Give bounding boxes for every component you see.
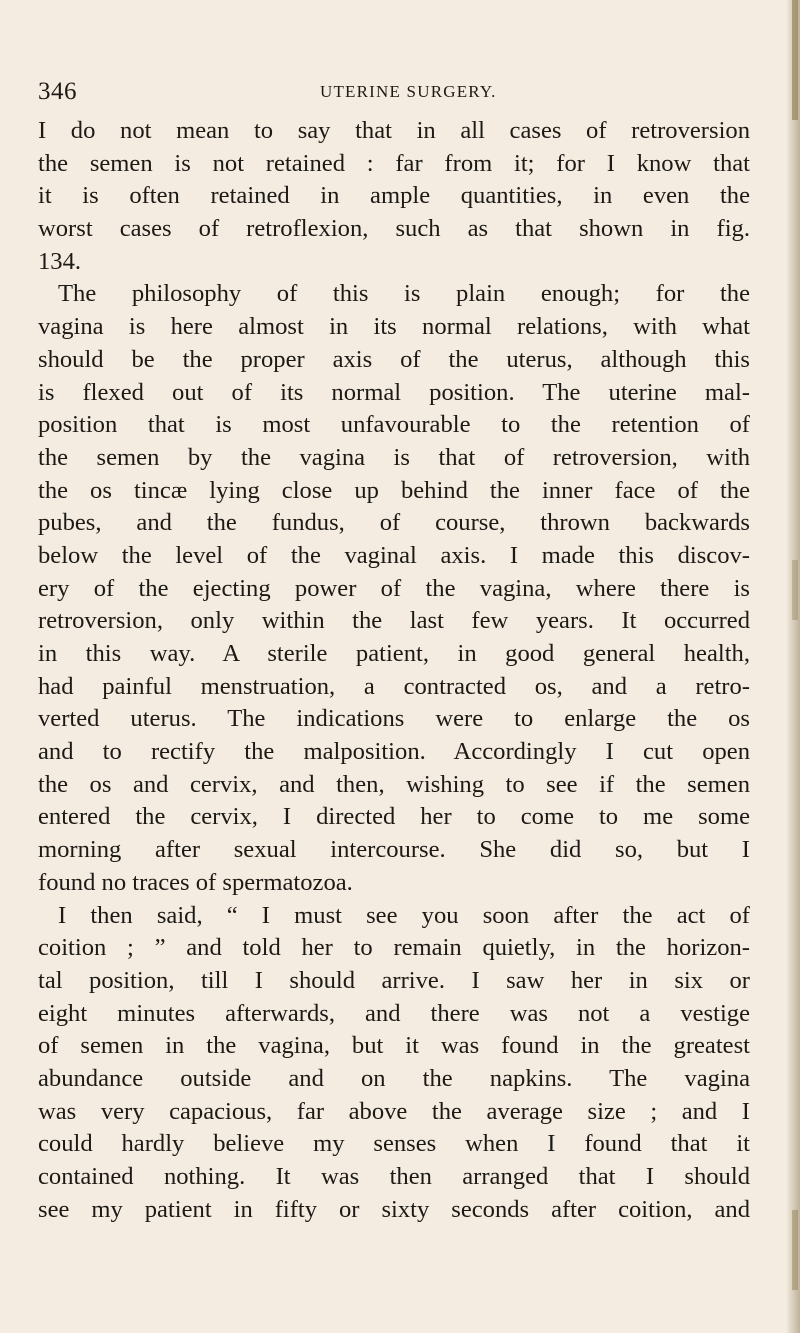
text-line: and to rectify the malposition. Accordingly I cut open [38, 738, 750, 766]
page-edge-shadow [786, 0, 800, 1333]
page-edge-mark [792, 1210, 798, 1290]
page-edge-mark [792, 0, 798, 120]
text-line: see my patient in fifty or sixty seconds after coition, and [38, 1195, 750, 1223]
text-line: coition ; ” and told her to remain quietly, in the horizon- [38, 934, 750, 962]
text-line: the semen by the vagina is that of retroversion, with [38, 443, 750, 471]
text-line: is flexed out of its normal position. The uterine mal- [38, 378, 750, 406]
text-line: could hardly believe my senses when I found that it [38, 1130, 750, 1158]
text-line: abundance outside and on the napkins. The vagina [38, 1064, 750, 1092]
text-line: pubes, and the fundus, of course, thrown backwards [38, 509, 750, 537]
text-line: should be the proper axis of the uterus, although this [38, 345, 750, 373]
body-text [38, 115, 750, 1226]
page-edge-mark [792, 560, 798, 620]
text-line: 134. [38, 247, 82, 275]
text-line: I do not mean to say that in all cases of retroversion [38, 117, 750, 144]
text-line: the os tincæ lying close up behind the inner face of the [38, 476, 750, 504]
text-line: entered the cervix, I directed her to come to me some [38, 803, 750, 831]
text-line: the semen is not retained : far from it; for I know that [38, 149, 750, 177]
running-head: UTERINE SURGERY. [320, 82, 497, 101]
page-header [38, 78, 738, 108]
text-line: retroversion, only within the last few years. It occurred [38, 607, 750, 635]
text-line: below the level of the vaginal axis. I made this discov- [38, 541, 750, 569]
text-line: contained nothing. It was then arranged that I should [38, 1163, 750, 1190]
text-line: it is often retained in ample quantities, in even the [38, 182, 750, 210]
text-line: verted uterus. The indications were to enlarge the os [38, 705, 750, 733]
text-line: was very capacious, far above the average size ; and I [38, 1097, 750, 1125]
text-line: The philosophy of this is plain enough; for the [58, 280, 750, 308]
text-line: morning after sexual intercourse. She did so, but I [38, 836, 750, 864]
text-line: had painful menstruation, a contracted os, and a retro- [38, 672, 750, 700]
text-line: tal position, till I should arrive. I saw her in six or [38, 966, 750, 994]
page-number: 346 [38, 78, 77, 105]
text-line: the os and cervix, and then, wishing to see if the semen [38, 770, 750, 798]
text-line: vagina is here almost in its normal relations, with what [38, 313, 750, 341]
text-line: worst cases of retroflexion, such as that shown in fig. [38, 215, 750, 243]
text-line: found no traces of spermatozoa. [38, 868, 353, 896]
text-line: of semen in the vagina, but it was found in the greatest [38, 1032, 750, 1060]
text-line: ery of the ejecting power of the vagina, where there is [38, 574, 750, 602]
text-line: in this way. A sterile patient, in good general health, [38, 640, 750, 667]
text-line: eight minutes afterwards, and there was not a vestige [38, 999, 750, 1027]
text-line: position that is most unfavourable to the retention of [38, 411, 750, 439]
text-line: I then said, “ I must see you soon after the act of [58, 901, 750, 929]
